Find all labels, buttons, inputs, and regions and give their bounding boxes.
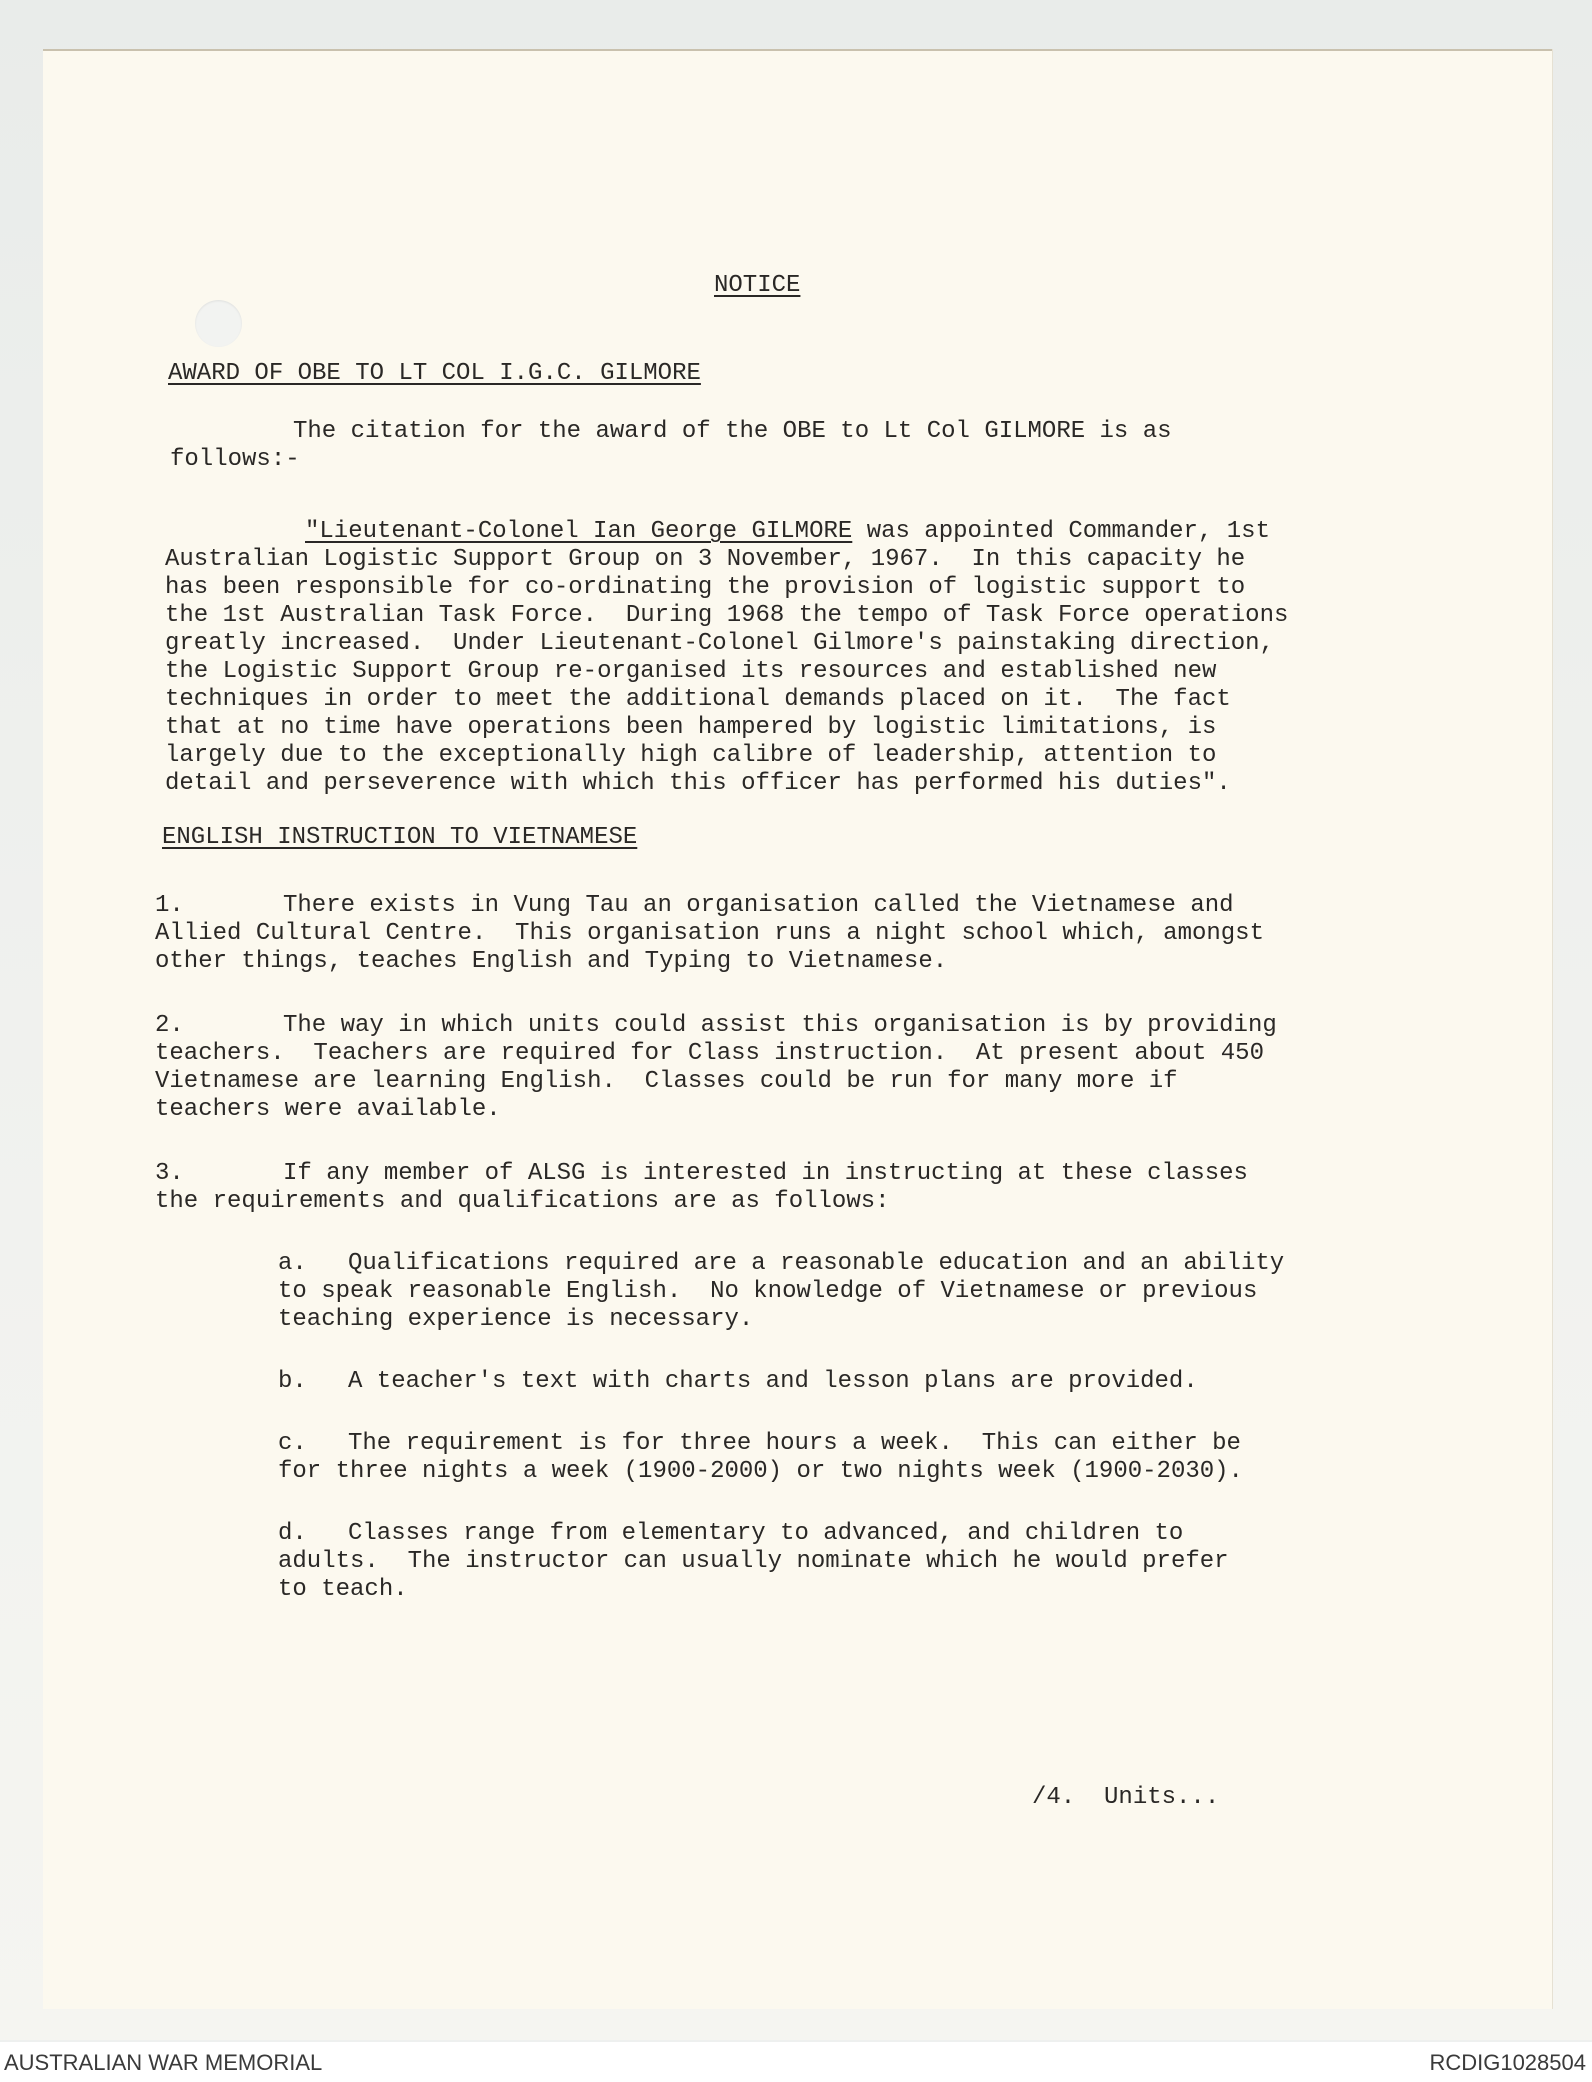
citation-name: "Lieutenant-Colonel Ian George GILMORE — [305, 518, 853, 545]
paragraph-number: 1. — [155, 892, 184, 919]
footer-institution: AUSTRALIAN WAR MEMORIAL — [4, 2050, 323, 2075]
paragraph-text: If any member of ALSG is interested in instructing at these classes — [283, 1160, 1248, 1187]
subitem-label: a. — [278, 1250, 307, 1277]
paragraph-line: Allied Cultural Centre. This organisation runs a night school which, amongst — [155, 920, 1264, 947]
title-row — [155, 272, 1395, 300]
citation-line: the Logistic Support Group re-organised its resources and established new — [165, 658, 1217, 685]
subitem-label: c. — [278, 1430, 307, 1457]
footer-record-id: RCDIG1028504 — [1429, 2050, 1586, 2075]
spacer — [155, 1124, 1395, 1160]
footer-bar — [0, 2042, 1592, 2082]
subitem-line — [278, 1520, 1395, 1548]
paragraph-2 — [155, 1012, 1395, 1124]
citation-text: was appointed Commander, 1st — [852, 518, 1270, 545]
subitem-b — [155, 1368, 1395, 1396]
paragraph-number: 3. — [155, 1160, 184, 1187]
intro-line-2: follows:- — [170, 446, 300, 473]
subitem-text: Qualifications required are a reasonable education and an ability — [348, 1250, 1285, 1277]
citation-line: greatly increased. Under Lieutenant-Colonel Gilmore's painstaking direction, — [165, 630, 1274, 657]
spacer — [155, 474, 1395, 518]
citation-line: detail and perseverence with which this officer has performed his duties". — [165, 770, 1231, 797]
paragraph-text: The way in which units could assist this organisation is by providing — [283, 1012, 1277, 1039]
subitem-c — [155, 1430, 1395, 1486]
citation-line: the 1st Australian Task Force. During 1968 the tempo of Task Force operations — [165, 602, 1289, 629]
subitem-line: teaching experience is necessary. — [278, 1306, 754, 1333]
intro-line-1: The citation for the award of the OBE to Lt Col GILMORE is as — [293, 418, 1172, 445]
continuation-row — [155, 1784, 1395, 1812]
citation-line: Australian Logistic Support Group on 3 November, 1967. In this capacity he — [165, 546, 1246, 573]
paragraph-1 — [155, 892, 1395, 976]
subitem-d — [155, 1520, 1395, 1604]
paragraph-line — [155, 1160, 1395, 1188]
subitem-line — [278, 1430, 1395, 1458]
heading-row-english — [155, 824, 1395, 852]
spacer — [155, 300, 1395, 360]
subitem-text: Classes range from elementary to advanced, and children to — [348, 1520, 1184, 1547]
subitem-label: b. — [278, 1368, 307, 1395]
paragraph-line — [155, 892, 1395, 920]
spacer — [155, 798, 1395, 824]
paragraph-3 — [155, 1160, 1395, 1216]
paragraph-number: 2. — [155, 1012, 184, 1039]
continuation-marker: /4. Units... — [1032, 1784, 1220, 1811]
spacer — [155, 976, 1395, 1012]
paragraph-line: teachers. Teachers are required for Class instruction. At present about 450 — [155, 1040, 1264, 1067]
subitem-line: to speak reasonable English. No knowledge of Vietnamese or previous — [278, 1278, 1258, 1305]
spacer — [155, 1334, 1395, 1368]
document-title: NOTICE — [714, 272, 801, 299]
spacer — [155, 1604, 1395, 1784]
citation-block — [155, 518, 1395, 798]
document-text — [155, 272, 1395, 1812]
heading-row-award — [155, 360, 1395, 388]
citation-line: techniques in order to meet the additional demands placed on it. The fact — [165, 686, 1231, 713]
subitem-text: The requirement is for three hours a week. This can either be — [348, 1430, 1241, 1457]
spacer — [155, 1486, 1395, 1520]
subitem-line — [278, 1368, 1395, 1396]
subitem-line: adults. The instructor can usually nominate which he would prefer — [278, 1548, 1229, 1575]
subitem-a — [155, 1250, 1395, 1334]
paragraph-text: There exists in Vung Tau an organisation called the Vietnamese and — [283, 892, 1234, 919]
spacer — [155, 388, 1395, 418]
section-heading-award: AWARD OF OBE TO LT COL I.G.C. GILMORE — [168, 360, 701, 387]
subitem-line: to teach. — [278, 1576, 408, 1603]
paragraph-line: the requirements and qualifications are as follows: — [155, 1188, 890, 1215]
subitem-line: for three nights a week (1900-2000) or two nights week (1900-2030). — [278, 1458, 1243, 1485]
citation-line: that at no time have operations been hampered by logistic limitations, is — [165, 714, 1217, 741]
citation-line: has been responsible for co-ordinating the provision of logistic support to — [165, 574, 1246, 601]
paragraph-line: Vietnamese are learning English. Classes could be run for many more if — [155, 1068, 1178, 1095]
section-heading-english: ENGLISH INSTRUCTION TO VIETNAMESE — [162, 824, 638, 851]
paragraph-line — [155, 1012, 1395, 1040]
citation-line — [165, 518, 1395, 546]
subitem-text: A teacher's text with charts and lesson plans are provided. — [348, 1368, 1198, 1395]
subitem-line — [278, 1250, 1395, 1278]
spacer — [155, 1396, 1395, 1430]
intro-block — [155, 418, 1395, 474]
spacer — [155, 1216, 1395, 1250]
paragraph-line: teachers were available. — [155, 1096, 501, 1123]
citation-line: largely due to the exceptionally high calibre of leadership, attention to — [165, 742, 1217, 769]
paragraph-line: other things, teaches English and Typing to Vietnamese. — [155, 948, 948, 975]
subitem-label: d. — [278, 1520, 307, 1547]
spacer — [155, 852, 1395, 892]
